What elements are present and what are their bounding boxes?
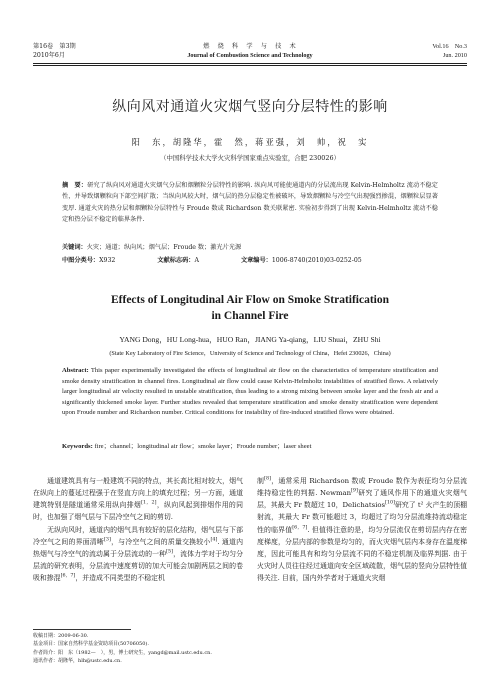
body-text: 研究了 t² 火产生的顶棚射流，其最大 Fr 数可能超过 3，均超过了均匀分层流维持流动稳定性的临界值 bbox=[257, 501, 467, 534]
body-column-right bbox=[257, 475, 467, 584]
citation: [5] bbox=[166, 549, 173, 555]
doc-code-label: 文献标志码： bbox=[157, 257, 195, 264]
citation: [1，2] bbox=[141, 501, 157, 507]
abstract-en-label: Abstract: bbox=[62, 367, 89, 374]
doc-code-value: A bbox=[194, 257, 199, 264]
article-no-value: 1006-8740(2010)03-0252-05 bbox=[271, 257, 362, 264]
affiliation-en: (State Key Laboratory of Fire Science，University of Science and Technology of China，Hefei 230026，China) bbox=[109, 350, 391, 357]
abstract-cn-label: 摘 要： bbox=[62, 182, 88, 189]
header-date-en: Jun. 2010 bbox=[442, 52, 467, 59]
paper-title-en-line2: in Channel Fire bbox=[211, 310, 289, 322]
body-text: 无纵向风时，通道内的烟气具有较好的层化结构，烟气层与下部冷空气之间的界面清晰 bbox=[33, 525, 243, 546]
header-journal-name bbox=[0, 42, 500, 60]
authors-cn: 阳 东，胡隆华，霍 然，蒋亚强，刘 帅，祝 实 bbox=[131, 137, 369, 147]
keywords-en bbox=[62, 442, 438, 452]
body-text: 通道建筑具有与一般建筑不同的特点，其长高比相对较大，烟气在纵向上的蔓延过程强于在竖直方向上的填充过程；另一方面，通道建筑特别是隧道通常采用纵向排烟 bbox=[33, 477, 243, 510]
abstract-en bbox=[62, 366, 438, 419]
header-volume-en bbox=[432, 42, 467, 60]
paper-title-en-line1: Effects of Longitudinal Air Flow on Smoke Stratification bbox=[110, 294, 390, 306]
footnote-received-date: 收稿日期：2009-06-30. bbox=[33, 633, 89, 639]
body-text: 研究了通风作用下的通道火灾烟气层，其最大 Fr 数超过 10，Delichatsios bbox=[257, 489, 468, 510]
body-text: 制 bbox=[257, 477, 265, 485]
citation: [4] bbox=[210, 537, 218, 543]
citation: [6，7] bbox=[60, 573, 76, 579]
keywords-cn-text: 火灾；通道；纵向风；烟气层；Froude 数；激光片光源 bbox=[86, 244, 242, 251]
abstract-cn-text: 研究了纵向风对通道火灾烟气分层和烟颗粒分层特性的影响. 纵向风可能使通道内的分层流出现 Kelvin-Helmholtz 流动不稳定性，并导致烟颗粒向下部空间扩散；当纵向风较大时，烟气层的热分层稳定性被破坏，导致烟颗粒与冷空气出现强烈掺混，烟颗粒层显著变厚. 通道火灾的热分层和烟颗粒分层特性与 Froude 数或 Richardson 数关联紧密. 实验初步得到了出现 Kelvin-Helmholtz 流动不稳定和热分层不稳定的临界条件. bbox=[62, 182, 438, 223]
citation: [3] bbox=[104, 537, 111, 543]
body-column-left bbox=[33, 475, 243, 584]
classification-cn bbox=[62, 256, 438, 266]
body-text: ，纵向风起到排烟作用的同时，也加强了烟气层与下层冷空气之间的剪切. bbox=[33, 501, 243, 522]
keywords-en-label: Keywords: bbox=[62, 443, 93, 450]
paper-title-en bbox=[0, 292, 500, 324]
header-date-cn: 2010年6月 bbox=[33, 52, 66, 59]
keywords-en-text: fire；channel；longitudinal air flow；smoke layer；Froude number；laser sheet bbox=[94, 443, 312, 450]
clc-label: 中图分类号： bbox=[62, 257, 100, 264]
header-volume: 第16卷 第3期 bbox=[33, 43, 76, 50]
footnote-funding: 基金项目：国家自然科学基金资助项目(50706050). bbox=[33, 641, 149, 648]
body-text: ，并造成不同类型的不稳定机 bbox=[75, 574, 165, 583]
body-text: ，与冷空气之间的质量交换较小 bbox=[110, 537, 211, 546]
header-vol-no: Vol.16 No.3 bbox=[432, 43, 467, 50]
abstract-cn bbox=[62, 180, 438, 225]
authors-en: YANG Dong，HU Long-hua，HUO Ran，JIANG Ya-qiang，LIU Shuai，ZHU Shi bbox=[119, 335, 381, 344]
paper-title-cn: 纵向风对通道火灾烟气竖向分层特性的影响 bbox=[112, 99, 388, 115]
footnotes bbox=[33, 632, 467, 666]
citation: [9] bbox=[351, 488, 358, 494]
header-rule-thin bbox=[33, 65, 467, 66]
citation: [6，7] bbox=[292, 525, 308, 531]
affiliation-cn: （中国科学技术大学火灾科学国家重点实验室，合肥 230026） bbox=[160, 154, 340, 162]
clc-value: X932 bbox=[99, 257, 116, 264]
citation: [10] bbox=[385, 501, 396, 507]
body-text: ，通常采用 Richardson 数或 Froude 数作为表征均匀分层流维持稳定性的判据. Newman bbox=[257, 477, 467, 498]
keywords-cn bbox=[62, 243, 438, 253]
footnote-corresponding-author: 通讯作者：胡隆华，hlh@ustc.edu.cn. bbox=[33, 658, 122, 665]
keywords-cn-label: 关键词： bbox=[62, 244, 87, 251]
article-no-label: 文章编号： bbox=[240, 257, 272, 264]
header-journal-cn: 燃 烧 科 学 与 技 术 bbox=[203, 43, 297, 50]
citation: [8] bbox=[264, 476, 271, 482]
body-text: ，流体力学对于均匀分层流的研究表明，分层流中速度剪切的加大可能会加剧两层之间的卷吸和掺混 bbox=[33, 549, 244, 583]
header-rule bbox=[33, 63, 467, 64]
footnote-rule bbox=[33, 629, 131, 630]
body-text: . 但值得注意的是，均匀分层流仅在剪切层内存在密度梯度，分层内部的参数是均匀的，而火灾烟气层内本身存在温度梯度，因此可能具有和均匀分层流不同的不稳定机制及临界判据. 由于火灾时人员往往经过通道向安全区域疏散，烟气层的竖向分层特性值得关注. 目前，国内外学者对于通道火灾烟 bbox=[257, 525, 467, 583]
header-journal-en: Journal of Combustion Science and Technology bbox=[187, 52, 313, 59]
body-text: . 通道内热烟气与冷空气的流动属于分层流动的一种 bbox=[33, 537, 244, 558]
footnote-author-bio: 作者简介：阳 东（1982— ），男，博士研究生，yangd@mail.ustc.edu.cn. bbox=[33, 649, 212, 656]
abstract-en-text: This paper experimentally investigated the effects of longitudinal air flow on the characteristics of temperature stratification and smoke density stratification in channel fires. Longitudinal air flow could cause Kelvin-Helmholtz instabilities of stratified flows. A relatively larger longitudinal air velocity resulted in unstable stratification, thus leading to a strong mixing between smoke layer and the fresh air and a significantly thickened smoke layer. Further studies revealed that temperature stratification and smoke density stratification were dependent upon Froude number and Richardson number. Critical conditions for instability of fire-induced stratified flows were obtained. bbox=[62, 367, 439, 417]
